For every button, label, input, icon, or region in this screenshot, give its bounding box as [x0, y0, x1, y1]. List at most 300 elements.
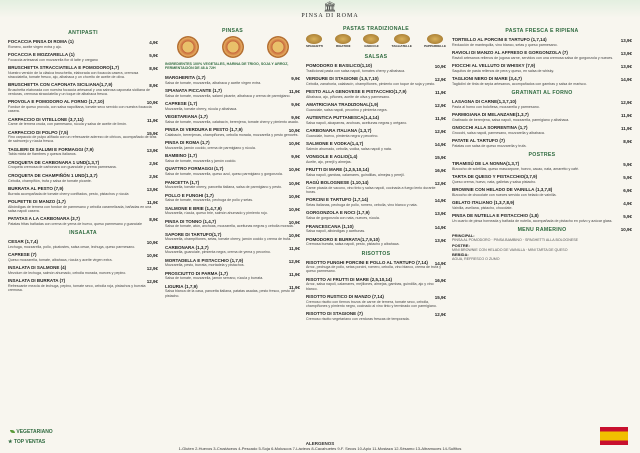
- menu-item-name: FRANCESCANA (1,10): [306, 223, 354, 229]
- menu-item: [165, 141, 300, 150]
- menu-item-price: 2,5€: [149, 160, 158, 166]
- menu-item: [165, 76, 300, 85]
- menu-item-desc: Cremoso risotto con tiernos trozos de carne de ternera, tomate seco, cebolla, champiñones y pimiento negro, cocinado al vino tinto y terminado con parmigiano.: [306, 299, 437, 308]
- menu-item-price: 15,9€: [434, 155, 446, 161]
- menu-item-name: RISOTTO DI STAGIONE (7): [306, 311, 363, 317]
- menu-item-name: BRUSCHETTA CON CAPONATA SICILIANA(1,7,9): [8, 82, 113, 88]
- pasta-image: [335, 34, 351, 44]
- menu-item-name: FOCACCIA E MOZZARELLA (1): [8, 52, 75, 58]
- menu-item-desc: Saquitos de pasta rellenos de pera y queso, en salsa de whisky.: [452, 68, 555, 73]
- menu-item-price: 10,9€: [146, 100, 158, 106]
- menu-item: [306, 103, 446, 112]
- menu-item-price: 5,9€: [623, 162, 632, 168]
- menu-item-name: PATATAS A LA CARBONARA (3,7): [8, 216, 80, 221]
- menu-item-price: 10,9€: [288, 167, 300, 173]
- menu-item-price: 12,9€: [434, 103, 446, 109]
- menu-item-desc: Salsa napoli, albóndigas y aceitunas.: [306, 229, 366, 234]
- menu-item-price: 12,9€: [434, 77, 446, 83]
- pasta-shape-label: GNOCCHI: [364, 44, 379, 48]
- menu-item: [306, 77, 446, 86]
- menu-item-name: RAVIOLI DI MANZO AL AFFRESO E GORGONZOLA (7): [452, 50, 568, 56]
- menu-item-name: POLLO E FUNGHI (1,7): [165, 192, 214, 198]
- menu-item: [452, 162, 632, 171]
- menu-item: [8, 161, 158, 170]
- pasta-image: [363, 34, 379, 44]
- menu-item-name: INSALATA DI BURRATA (7): [8, 278, 66, 284]
- menu-item-name: RAGÙ BOLOGNESE (1,10,14): [306, 180, 369, 186]
- principal-text: PINSA AL POMODORO · PINSA BAMBINO · SPAGHETTI ALLA BOLOGNESE: [452, 238, 579, 243]
- menu-item-price: 10,9€: [288, 206, 300, 212]
- menu-item-name: PROSCIUTTO DI PARMA (1,7): [165, 270, 228, 276]
- menu-item: [8, 100, 158, 113]
- menu-item-price: 13,9€: [620, 38, 632, 43]
- menu-item-name: LASAGNA DI CARNE(1,3,7,10): [452, 99, 517, 105]
- menu-item-price: 11,9€: [434, 90, 446, 96]
- menu-item: [165, 233, 300, 242]
- menu-item: [8, 253, 158, 262]
- menu-item-name: CROQUETA DE CHAMPIÑÓN 1 UND(1,3,7): [8, 172, 98, 178]
- menu-item-name: AUTENTICA PUTTANESCA(1,4,14): [306, 115, 380, 121]
- menu-item-desc: Salsa de tomate, mozzarella, queso azul, queso parmigiano y gorgonzola.: [165, 172, 283, 177]
- menu-item-desc: Bizcocho de chocolate con nueces servido con helado de vainilla.: [452, 193, 557, 198]
- pasta-shape: [424, 34, 446, 48]
- pinsas-intro: INGREDIENTES 100% VEGETALES, HARINA DE TRIGO, SOJA Y ARROZ, FERMENTACIÓN DE 48 A 72H: [165, 62, 289, 71]
- menu-item-name: BAMBINO (1,7): [165, 153, 198, 159]
- pasta-shape-label: TAGLIATELLE: [391, 44, 412, 48]
- menu-item-name: CARBONARA ITALIANA (1,3,7): [306, 128, 372, 134]
- antipasti-list: [8, 40, 158, 226]
- menu-item-desc: Salsa blanca de la casa, pancetta italiana, patatas asadas, pesto fresco, pesto de pistacho.: [165, 289, 295, 298]
- menu-item-desc: Salsa de gorgonzola con nata, nueces, rúcula.: [306, 216, 380, 221]
- menu-item-price: 11,9€: [288, 284, 300, 290]
- principal-label: PRINCIPAL:: [452, 233, 475, 239]
- menu-item-desc: Patatas fritas bañadas con crema de yema de huevo, queso parmesano y guanciale: [8, 221, 143, 226]
- menu-item: [306, 155, 446, 164]
- menu-item-name: PINSA DI ROMA (1,7): [165, 140, 210, 146]
- menu-item: [8, 83, 158, 96]
- menu-item-desc: Patatas con salsa de queso mozzarella y trufa.: [452, 143, 527, 148]
- menu-item-name: BROWNIE CON HELADO DE VAINILLA (1,3,7,8): [452, 187, 553, 193]
- menu-item-name: PINSA DI TONNO (1,4,7): [165, 218, 217, 224]
- menu-item: [8, 187, 158, 196]
- pasta-image: [306, 34, 322, 44]
- salsas-title: SALSAS: [364, 54, 388, 60]
- menu-item-name: GNOCCHI ALLA SORRENTINA (1,7): [452, 125, 528, 131]
- menu-item-desc: Cremoso risotto vegetariano con verduras frescas de temporada.: [306, 316, 410, 321]
- menu-item-desc: Salmón ahumado, cebolla, vodka, salsa napoli y nata.: [306, 146, 392, 151]
- antipasti-title: ANTIPASTI: [68, 30, 98, 36]
- menu-item-desc: Calabacín, berenjenas, champiñones, cebolla morada, mozzarella y pesto genovés.: [165, 133, 299, 138]
- menu-item: [8, 40, 158, 49]
- menu-item: [8, 217, 158, 226]
- menu-item-desc: Reducción de mantequilla, vino blanco, setas y queso parmesano.: [452, 42, 558, 47]
- menu-item-name: CARPACCIO DI POLPO (7,5): [8, 129, 69, 135]
- menu-item-name: PINSA DI VERDURA E PESTO (1,7,9): [165, 127, 243, 133]
- menu-item-desc: Burrata acompañada de tomate cherry confitados, pesto, pistachos y rúcula: [8, 191, 129, 196]
- menu-item-price: 12,9€: [434, 181, 446, 187]
- menu-item-name: BRUSCHETTA STRACCIATELLA E POMODORO(1,7): [8, 65, 119, 71]
- menu-item-desc: Queso crema, huevo, nata, galletas y salsa pistacho.: [452, 180, 537, 184]
- menu-item: [165, 207, 300, 216]
- menu-item-name: MORTADELLA E PISTACCHIO (1,7,9): [165, 257, 244, 263]
- menu-item-desc: Salsa napoli, alcaparras, anchoas, aceitunas negras y orégano.: [306, 120, 408, 125]
- col-pasta-fresca: [452, 0, 632, 453]
- menu-item-price: 14,9€: [434, 260, 446, 266]
- menu-item: [452, 139, 632, 148]
- menu-item-name: AMATRICIANA TRADIZIONAL(1,9): [306, 102, 379, 108]
- menu-item-price: 6,9€: [623, 188, 632, 194]
- pasta-shape: [392, 34, 412, 48]
- menu-item-desc: Setas italianas, pechuga de pollo, romero, cebolla, vino blanco y nata.: [306, 203, 418, 208]
- colosseum-icon: 🏛: [323, 2, 337, 13]
- menu-item-name: CAPRESE (7): [8, 252, 37, 258]
- menu-item-price: 11,9€: [288, 271, 300, 277]
- menu-item-price: 16,9€: [434, 168, 446, 174]
- bebida-text: AGUA, REFRESCO O ZUMO: [452, 256, 500, 261]
- menu-item-name: PATATE AL TARTUFO (7): [452, 138, 505, 144]
- menu-item-price: 2,5€: [149, 173, 158, 179]
- menu-item-desc: Queso mozzarella, tomate, albahaca, rúcula y aceite virgen extra.: [8, 257, 113, 262]
- menu-item-name: POMODORO E BURRATA(1,7,9,10): [306, 236, 380, 242]
- pinsas-list: [165, 76, 300, 297]
- col-antipasti: [8, 0, 158, 453]
- menu-item-name: SAPORE DI TARTUFO(1,7): [165, 231, 222, 237]
- menu-item: [452, 126, 632, 135]
- pasta-shape: [363, 34, 379, 48]
- menu-item-name: PINSA DE NUTELLA E PISTACCHIO (1,8): [452, 213, 539, 219]
- menu-item-desc: Cebolla, zanahoria, calabacín, champiñones, pimiento con toque de soja y pesto.: [306, 81, 436, 86]
- menu-item-desc: Tradicional pasta con salsa napoli, tomates cherry y albahaca.: [306, 68, 406, 73]
- menu-item-name: RISOTTO RUSTICO DI MANZO (7,14): [306, 293, 384, 299]
- menu-item-price: 4,9€: [149, 40, 158, 45]
- menu-item: [8, 131, 158, 144]
- menu-item-name: QUATTRO FORMAGGI (1,7): [165, 166, 224, 172]
- pasta-shape: [306, 34, 323, 48]
- menu-item: [306, 64, 446, 73]
- menu-item-name: GELATO ITALIANO (1,3,7,8,9): [452, 200, 515, 206]
- menu-item: [306, 90, 446, 99]
- menu-item-price: 9,9€: [291, 154, 300, 160]
- menu-item: [452, 38, 632, 47]
- menu-item: [306, 181, 446, 194]
- menu-item-desc: Tabla mixta de fiambres y quesos italianos.: [8, 152, 77, 157]
- menu-item-desc: Salsa napoli, gambas, calamares, guindillas, almejas y perejil.: [306, 172, 405, 177]
- menu-item-price: 13,9€: [620, 64, 632, 70]
- postre-label: POSTRE:: [452, 242, 470, 248]
- pasta-image: [427, 34, 443, 44]
- menu-item-name: VEGETARIANA (1,7): [165, 114, 208, 120]
- menu-item-price: 8,9€: [149, 66, 158, 72]
- menu-item-price: 15,9€: [434, 294, 446, 300]
- menu-item-name: LIGURIA (1,7,9): [165, 283, 198, 289]
- menu-item: [306, 142, 446, 151]
- menu-item-price: 8,9€: [623, 139, 632, 145]
- menu-item-name: SPIANATA PICCANTE (1,7): [165, 88, 222, 94]
- menu-item: [8, 174, 158, 183]
- menu-item-name: TIRAMISÚ DE LA NONNA(1,3,7): [452, 161, 520, 167]
- menu-item-desc: Guanciale, salsa napoli, pecorino y pimienta negra.: [306, 107, 388, 112]
- menu-item-name: RISOTTO AI FRUTTI DI MARE (2,5,10,14): [306, 276, 393, 282]
- pasta-shape-label: SPAGHETTI: [306, 44, 323, 48]
- menu-item-desc: Albahaca, ajo, piñones, aceite de oliva y parmesano.: [306, 94, 391, 99]
- menu-item-desc: Salsa de tomate, mozzarella, calabacín, berenjena, tomate cherry y pimiento asado.: [165, 120, 299, 125]
- menu-item-desc: Fondue de queso provola, con salsa napolitana, tomate seco servido con nuestra focaccia casera.: [8, 105, 152, 114]
- menu-item: [165, 259, 300, 268]
- menu-item-name: TARTA DE QUESO Y PISTACCHIO(3,7,9): [452, 174, 538, 180]
- risottos-title: RISOTTOS: [361, 250, 391, 257]
- menu-item-name: PROVOLA E POMODORO AL FORNO (1,7,10): [8, 99, 105, 105]
- menu-item-price: 12,9€: [434, 312, 446, 318]
- menu-item-name: INSALATA DI SALMONE (4): [8, 265, 67, 271]
- menu-item: [452, 201, 632, 210]
- pasta-shapes: [306, 34, 446, 48]
- menu-item-price: 8,9€: [149, 217, 158, 222]
- menu-item-price: 14,9€: [434, 198, 446, 204]
- menu-item: [165, 128, 300, 137]
- postre-text: MINI BROWNIE CON HELADO DE VAINILLA · MINI TARTA DE QUESO: [452, 247, 568, 252]
- menu-item-price: 14,9€: [434, 142, 446, 148]
- menu-item-price: 12,9€: [434, 129, 446, 135]
- menu-item-desc: Cebolla, champiñón, trufa y salsa de tomate picante.: [8, 178, 92, 183]
- menu-item-price: 10,9€: [288, 128, 300, 134]
- menu-item-price: 11,9€: [620, 113, 632, 119]
- menu-item: [306, 211, 446, 220]
- menu-item: [306, 198, 446, 207]
- pinsa-image: [267, 36, 289, 58]
- allergens-title: ALERGENOS: [305, 441, 335, 446]
- menu-item-desc: Mozzarella, guanciale, pimienta negra, crema de yema y pecorino.: [165, 250, 271, 255]
- star-icon: ★: [8, 439, 13, 445]
- menu-item-desc: Arroz, salsa napoli, calamares, mejillones, almejas, gambas, guindilla, ajo y vino blanco.: [306, 282, 434, 291]
- menu-item: [452, 64, 632, 73]
- menu-item-desc: Arroz, pechuga de pollo, setas porcini, romero, cebolla, vino blanco, crema de trufa y queso parmesano.: [306, 265, 442, 274]
- brand-title: PINSA DI ROMA: [301, 13, 359, 19]
- menu-item-price: 5,9€: [623, 175, 632, 181]
- menu-item-name: TAGLIONI NERO DI MARE (3,4,7): [452, 76, 522, 82]
- menu-item-desc: Mozzarella, champiñones, setas, tomate cherry, jamón cocido y crema de trufa.: [165, 237, 292, 242]
- menu-item-name: RISOTTO FUNGHI PORCINI E POLLO AL TARTUFO (7,14): [306, 259, 428, 265]
- menu-item: [165, 115, 300, 124]
- menu-item-price: 13,9€: [434, 237, 446, 243]
- menu-item-name: PARMIGIANA DI MELANZANE(1,3,7): [452, 112, 529, 118]
- menu-item-price: 11,9€: [146, 199, 158, 205]
- pasta-shape-label: RIGATONI: [335, 44, 351, 48]
- menu-item: [306, 225, 446, 234]
- gratinati-list: [452, 100, 632, 148]
- menu-item-name: FIOCCHI AL VELLUTO DI WHISKY (7,9): [452, 63, 536, 69]
- menu-item-desc: Salsa de tomate, mozzarella, salami picante, albahaca y crema de parmigiano.: [165, 94, 291, 98]
- menu-ramerino-title: MENU RAMERINO: [517, 227, 567, 234]
- menu-item-name: CARBONARA (1,3,7): [165, 244, 209, 250]
- menu-item-desc: Salsa de tomate, mozzarella, albahaca y aceite virgen extra.: [165, 80, 262, 85]
- menu-item-price: 9,9€: [291, 115, 300, 121]
- menu-item-price: 9,9€: [291, 102, 300, 108]
- menu-item-price: 11,9€: [620, 126, 632, 132]
- menu-item-desc: Guanciale, huevo, pimienta negra y pecorino.: [306, 133, 379, 138]
- pasta-shape-label: PAPPARDELLE: [424, 44, 446, 48]
- menu-item-name: GORGONZOLA E NOCI (1,7,9): [306, 210, 370, 216]
- menu-item-name: CROQUETA DE CARBONARA 1 UND(1,3,7): [8, 159, 100, 165]
- menu-item: [306, 116, 446, 125]
- menu-item: [452, 51, 632, 60]
- pasta-fresca-title: PASTA FRESCA E RIPIENA: [505, 28, 579, 34]
- menu-item-price: 10,9€: [288, 180, 300, 186]
- menu-item-price: 10,9€: [146, 253, 158, 259]
- pastas-title: PASTAS TRADIZIONALE: [342, 26, 410, 32]
- salsas-list: [306, 64, 446, 246]
- menu-item: [165, 246, 300, 255]
- menu-item-name: TAGLIERI DI SALUMI E FORMAGGI (7,9): [8, 146, 94, 152]
- menu-item-price: 10,9€: [288, 141, 300, 147]
- menu-item-desc: Ravioli artesanos rellenos de jugosa carne, servidos con una cremosa salsa de gorgonzola y nueces.: [452, 55, 614, 60]
- menu-item-price: 14,9€: [620, 77, 632, 83]
- menu-item: [452, 175, 632, 184]
- badge-vegetariano: [8, 429, 53, 435]
- menu-item-desc: Gratinado de berenjena, salsa napoli, mozzarella, parmigiano y albahaca.: [452, 117, 570, 122]
- menu-item: [165, 154, 300, 163]
- menu-item-price: 5,9€: [623, 214, 632, 220]
- menu-item: [165, 194, 300, 203]
- menu-item: [8, 200, 158, 213]
- menu-item-desc: Fino carpaccio de pulpo aliñado con un refrescante aderezo de cítricos, acompañado de tiras de salmorejo y rúcula fresca.: [8, 135, 157, 144]
- menu-item: [165, 285, 300, 298]
- menu-item: [8, 53, 158, 62]
- menu-item-price: 15,9€: [146, 130, 158, 136]
- menu-item: [306, 312, 446, 321]
- menu-item: [452, 100, 632, 109]
- menu-item-desc: Salsa de tomate, mozzarella y jamón cocido.: [165, 159, 237, 164]
- menu-item-price: 16,9€: [434, 277, 446, 283]
- postres-title: POSTRES: [528, 152, 556, 159]
- menu-item-price: 12,9€: [146, 266, 158, 272]
- menu-item-price: 12,9€: [146, 279, 158, 285]
- menu-item-name: VERDURE DI STAGIONE (1,5,7,10): [306, 76, 379, 82]
- menu-item-price: 10,9€: [288, 232, 300, 238]
- menu-item-price: 10,9€: [288, 219, 300, 225]
- menu-item-price: 10,9€: [434, 64, 446, 69]
- menu-item-name: POLPETTE DI MANZO (1,7): [8, 198, 66, 204]
- menu-ramerino: [452, 227, 632, 260]
- postres-list: [452, 162, 632, 223]
- menu-item-price: 10,9€: [288, 193, 300, 199]
- menu-item-price: 14,9€: [434, 224, 446, 230]
- menu-item-price: 5,9€: [149, 53, 158, 59]
- menu-item: [306, 238, 446, 247]
- menu-item: [452, 77, 632, 86]
- allergens-footer: [0, 441, 640, 453]
- menu-item: [8, 266, 158, 275]
- menu-item-desc: Mozzarella, rúcula, queso brie, salmón ahumado y pimiento rojo.: [165, 211, 268, 216]
- pinsa-image: [177, 36, 199, 58]
- menu-item-price: 9,9€: [291, 76, 300, 82]
- menu-item: [165, 181, 300, 190]
- insalata-list: [8, 240, 158, 292]
- menu-item-price: 13,9€: [146, 147, 158, 153]
- menu-item: [165, 89, 300, 98]
- pinsas-title: PINSAS: [221, 28, 244, 34]
- menu-item-name: FOCACCIA PINSA DI ROMA (1): [8, 39, 74, 44]
- pasta-fresca-list: [452, 38, 632, 86]
- menu-item-name: MARGHERITA (1,7): [165, 75, 206, 81]
- pinsa-images: [165, 36, 300, 58]
- pasta-shape: [335, 34, 351, 48]
- insalata-title: INSALATA: [69, 230, 97, 237]
- menu-item-price: 13,9€: [434, 211, 446, 217]
- menu-item-name: BURRATA AL PESTO (7,9): [8, 185, 64, 191]
- menu-item: [165, 167, 300, 176]
- menu-item-desc: Gnocchi, salsa napoli, parmesano, mozzarella y albahaca.: [452, 130, 545, 135]
- menu-item: [165, 102, 300, 111]
- vegetariano-label: VEGETARIANO: [16, 429, 53, 435]
- menu-item: [8, 66, 158, 79]
- menu-item-desc: Bruschetta elaborada con nuestra focaccia artesanal y una sabrosa caponata siciliana de verduras, cremosa stracciatella y un toque de albahaca fresca.: [8, 87, 151, 97]
- menu-item-price: 13,9€: [146, 186, 158, 192]
- menu-item-desc: Lechuga, mozzarella, pollo, picatostes, salsa cesar, lechuga, queso parmesano.: [8, 244, 136, 249]
- menu-item-price: 11,9€: [288, 89, 300, 95]
- menu-item: [165, 220, 300, 229]
- menu-item: [452, 214, 632, 223]
- menu-item-name: PORCINI E TARTUFO (1,7,14): [306, 197, 369, 203]
- menu-item-desc: Salsa de tomate, atún, anchoas, mozzarella, aceitunas negras y cebolla morada.: [165, 224, 294, 229]
- menu-item-desc: Nuestro versión de la clásica bruschetta, elaborada con focaccia casera, cremosa stracciatella, tomate fresco, ajo, albahaca y un chorrito de aceite de oliva.: [8, 70, 139, 79]
- col-pastas: [306, 0, 446, 453]
- menu-item-desc: Romero, aceite virgen extra y ajo.: [8, 44, 62, 49]
- menu-item-name: PESTO ALLA GENOVESE E PISTACCHIO(1,7,9): [306, 89, 407, 95]
- menu-item-desc: Carne picada de vacuno, vino tinto y salsa napoli, cocinada a fuego lento durante horas.: [306, 186, 436, 195]
- menu-item-desc: Vainilla, avellana, pistacho, chocolate.: [452, 206, 513, 211]
- menu-item-name: POMODORO E BASILICO(1,10): [306, 63, 373, 68]
- menu-item: [8, 279, 158, 292]
- menu-item-desc: Bizcocho de soletillas, queso mascarpone, huevo, cacao, nata, amaretto y café.: [452, 166, 580, 171]
- menu-item-name: CAPRESE (1,7): [165, 101, 198, 107]
- menu-item-price: 12,9€: [288, 258, 300, 264]
- menu-item-price: 12,9€: [620, 100, 632, 106]
- menu-item-price: 11,9€: [146, 117, 158, 123]
- menu-item: [306, 261, 446, 274]
- menu-item-desc: Mozzarella, tomate cherry, rúcula y albahaca.: [165, 107, 238, 112]
- menu-item-price: 10,9€: [146, 240, 158, 246]
- leaf-icon: [10, 430, 15, 433]
- risottos-list: [306, 261, 446, 321]
- top-ventas-label: TOP VENTAS: [13, 439, 46, 445]
- menu-item-desc: Pasta al horno con boloñesa, mozzarella y parmesano.: [452, 104, 540, 109]
- pinsa-image: [222, 36, 244, 58]
- menu-item-name: PANCETTA (1,7): [165, 179, 200, 185]
- menu-item-desc: Salsa de tomate, mozzarella, jamón serrano, rúcula y burrata.: [165, 276, 264, 281]
- menu-item-name: FRUTTI DI MARE (1,2,5,10,14): [306, 167, 370, 173]
- menu-item: [8, 118, 158, 127]
- pasta-image: [394, 34, 410, 44]
- menu-item-price: 11,9€: [288, 245, 300, 251]
- menu-item-desc: Mezclum de lechuga, salmón ahumado, cebolla morada, nueces y pepino.: [8, 270, 127, 275]
- menu-item: [8, 148, 158, 157]
- menu-item-desc: Croqueta cremosa de carbonara con guanciale y crema parmesana.: [8, 165, 117, 170]
- menu-item: [306, 278, 446, 291]
- menu-item-desc: Focaccia artesanal con mozzarella fior di latte y oregano: [8, 57, 98, 62]
- menu-item-name: SALMONE E VODKA(1,4,7): [306, 141, 364, 147]
- menu-item-name: VONGOLE E AGLIO(1,4): [306, 154, 358, 160]
- menu-item: [306, 129, 446, 138]
- menu-item-desc: Mozzarella, tomate cherry, pancetta italiana, salsa de parmigiano y pesto.: [165, 185, 282, 190]
- menu-item-name: CARPACCIO DI VITELLONE (3,7,11): [8, 116, 84, 122]
- menu-item-desc: Cremosa burrata, salsa napoli, pesto, pistacho y albahaca.: [306, 242, 400, 247]
- menu-item-desc: Salsa de tomate, mozzarella, pechuga de pollo y setas.: [165, 198, 254, 203]
- menu-item-desc: Carne de ternera cruda, con parmesano, rúcula y salsa de aceite de limón.: [8, 122, 128, 127]
- menu-item-price: 11,9€: [434, 116, 446, 122]
- menu-item: [452, 188, 632, 197]
- menu-item: [8, 240, 158, 249]
- menu-item: [452, 113, 632, 122]
